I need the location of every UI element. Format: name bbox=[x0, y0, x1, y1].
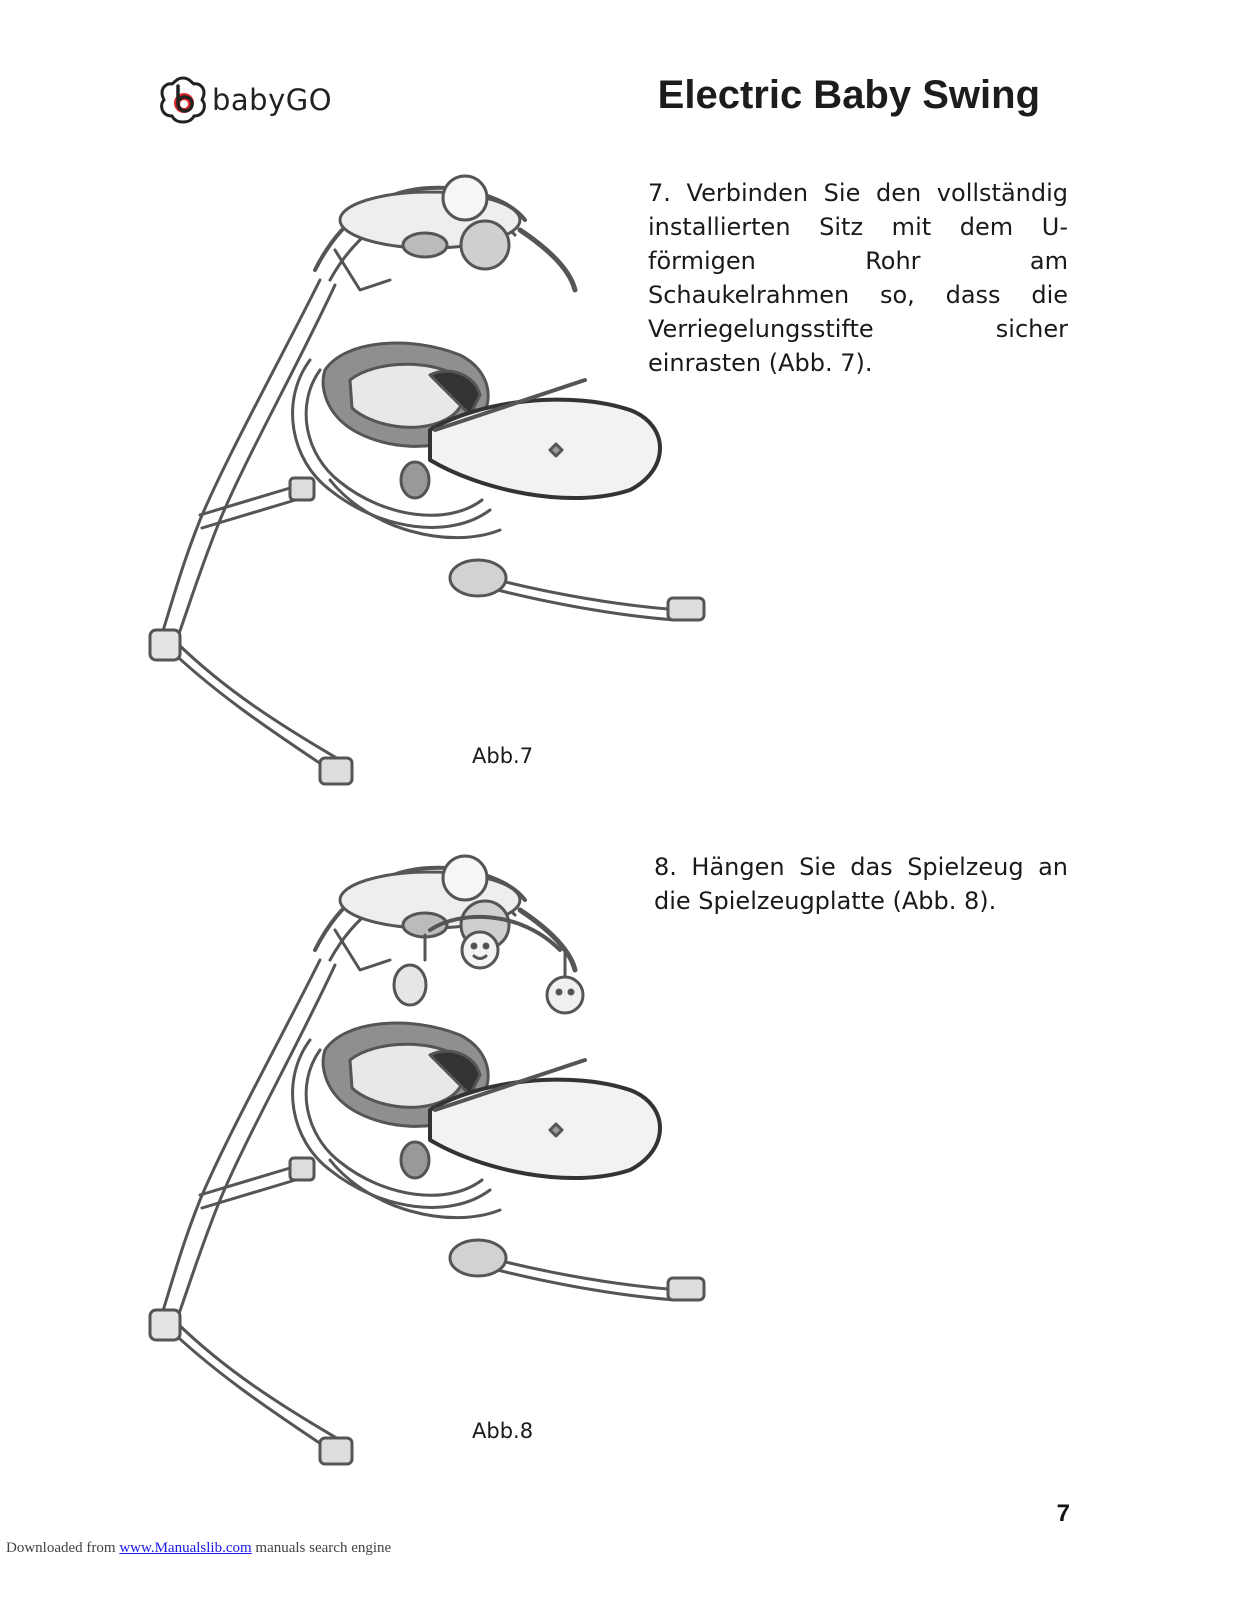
step-8-text: 8. Hängen Sie das Spielzeug an die Spielzeugplatte (Abb. 8). bbox=[654, 853, 1068, 915]
page-number: 7 bbox=[1056, 1500, 1070, 1527]
baby-swing-with-toys-illustration bbox=[130, 840, 720, 1490]
figure-7-illustration bbox=[130, 160, 720, 810]
figure-8-caption: Abb.8 bbox=[472, 1419, 534, 1443]
babygo-logo-icon bbox=[158, 74, 208, 126]
brand-logo bbox=[158, 72, 358, 128]
footer-prefix: Downloaded from bbox=[6, 1540, 116, 1556]
baby-swing-illustration bbox=[130, 160, 720, 810]
footer-suffix: manuals search engine bbox=[255, 1540, 392, 1556]
logo-wordmark: babyGO bbox=[212, 82, 333, 117]
manualslib-link[interactable]: www.Manualslib.com bbox=[119, 1540, 252, 1556]
figure-8-illustration bbox=[130, 840, 720, 1490]
download-footer bbox=[6, 1540, 391, 1557]
step-7-text: 7. Verbinden Sie den vollständig installierten Sitz mit dem U-förmigen Rohr am Schaukelrahmen so, dass die Verriegelungsstifte sicher einrasten (Abb. 7). bbox=[648, 179, 1068, 377]
figure-7-caption: Abb.7 bbox=[472, 744, 534, 768]
document-title: Electric Baby Swing bbox=[657, 73, 1040, 117]
